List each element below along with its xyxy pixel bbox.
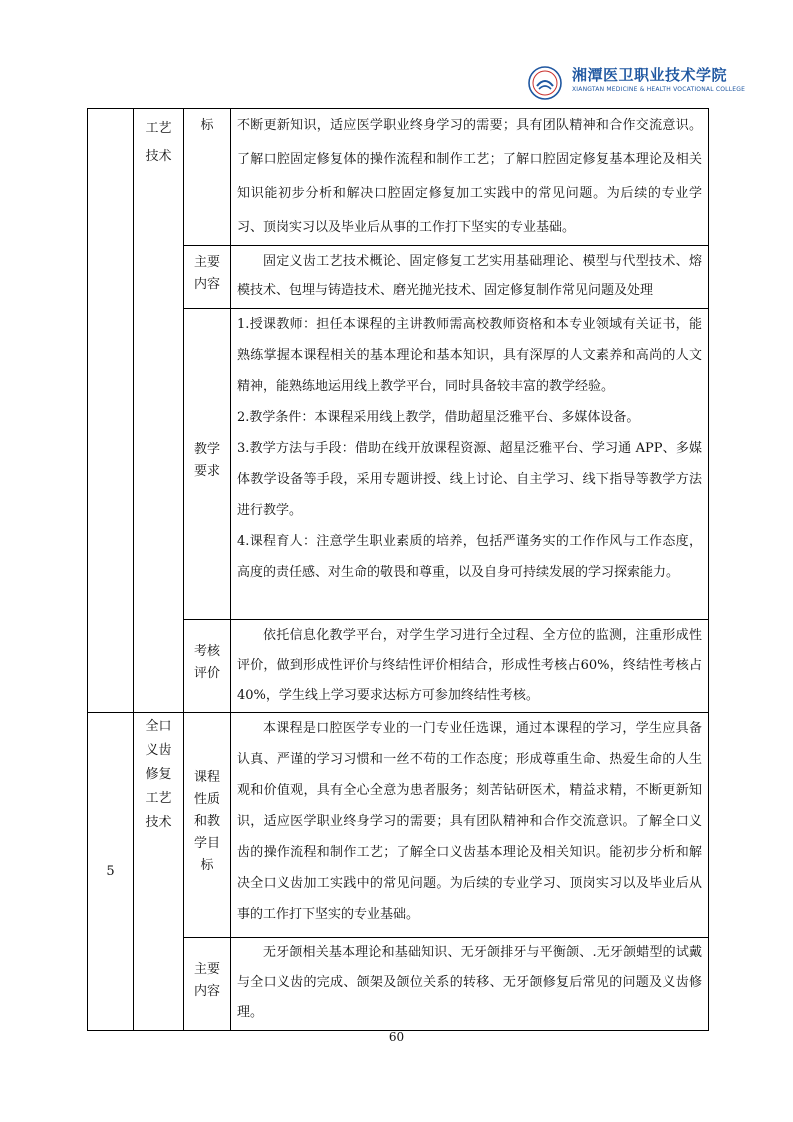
assess-text: 依托信息化教学平台，对学生学习进行全过程、全方位的监测，注重形成性评价，做到形成性评价与终结性评价相结合，形成性考核占60%，终结性考核占40%，学生线上学习要求达标方可参加终结性考核。 bbox=[237, 628, 702, 703]
content-text-cell bbox=[231, 246, 709, 309]
course-name-cell bbox=[134, 713, 184, 1031]
school-name-cn: 湘潭医卫职业技术学院 bbox=[572, 66, 728, 84]
content-text: 固定义齿工艺技术概论、固定修复工艺实用基础理论、模型与代型技术、熔模技术、包埋与铸造技术、磨光抛光技术、固定修复制作常见问题及处理 bbox=[237, 254, 702, 298]
goal-label: 课程性质和教学目标 bbox=[193, 770, 220, 873]
page-number: 60 bbox=[388, 1030, 405, 1044]
table-row bbox=[88, 109, 709, 246]
course-name-cell bbox=[134, 109, 184, 713]
teaching-label-cell bbox=[184, 309, 231, 620]
goal-label-cell bbox=[184, 109, 231, 246]
goal-label-cell bbox=[184, 713, 231, 938]
assess-label-cell bbox=[184, 620, 231, 713]
assess-label: 考核评价 bbox=[193, 644, 220, 681]
goal-label: 标 bbox=[200, 118, 214, 133]
content-text: 无牙颌相关基本理论和基础知识、无牙颌排牙与平衡颌、.无牙颌蜡型的试戴与全口义齿的完成、颌架及颌位关系的转移、无牙颌修复后常见的问题及义齿修理。 bbox=[237, 945, 702, 1020]
school-emblem-icon bbox=[528, 66, 562, 100]
school-name-en: XIANGTAN MEDICINE & HEALTH VOCATIONAL COLLEGE bbox=[572, 86, 746, 93]
content-label-cell bbox=[184, 246, 231, 309]
teaching-item: 4.课程育人：注意学生职业素质的培养，包括严谨务实的工作作风与工作态度，高度的责任感、对生命的敬畏和尊重，以及自身可持续发展的学习探索能力。 bbox=[237, 534, 702, 580]
course-number: 5 bbox=[106, 863, 115, 879]
teaching-label: 教学要求 bbox=[193, 442, 220, 479]
goal-text: 本课程是口腔医学专业的一门专业任选课，通过本课程的学习，学生应具备认真、严谨的学习习惯和一丝不苟的工作态度；形成尊重生命、热爱生命的人生观和价值观，具有全心全意为患者服务；刻苦钻研医术，精益求精，不断更新知识，适应医学职业终身学习的需要；具有团队精神和合作交流意识。了解全口义齿的操作流程和制作工艺；了解全口义齿基本理论及相关知识。能初步分析和解决全口义齿加工实践中的常见问题。为后续的专业学习、顶岗实习以及毕业后从事的工作打下坚实的专业基础。 bbox=[237, 721, 702, 922]
teaching-text-cell bbox=[231, 309, 709, 620]
teaching-item: 2.教学条件：本课程采用线上教学，借助超星泛雅平台、多媒体设备。 bbox=[237, 410, 640, 425]
content-label: 主要内容 bbox=[193, 962, 220, 999]
goal-text-cell bbox=[231, 109, 709, 246]
teaching-item: 1.授课教师：担任本课程的主讲教师需高校教师资格和本专业领域有关证书，能熟练掌握本课程相关的基本理论和基本知识，具有深厚的人文素养和高尚的人文精神，能熟练地运用线上教学平台，同时具备较丰富的教学经验。 bbox=[237, 317, 702, 394]
goal-text: 不断更新知识，适应医学职业终身学习的需要；具有团队精神和合作交流意识。了解口腔固定修复体的操作流程和制作工艺；了解口腔固定修复基本理论及相关知识能初步分析和解决口腔固定修复加工实践中的常见问题。为后续的专业学习、顶岗实习以及毕业后从事的工作打下坚实的专业基础。 bbox=[237, 118, 702, 235]
course-table bbox=[87, 108, 709, 1031]
teaching-item: 3.教学方法与手段：借助在线开放课程资源、超星泛雅平台、学习通 APP、多媒体教学设备等手段，采用专题讲授、线上讨论、自主学习、线下指导等教学方法进行教学。 bbox=[237, 441, 702, 518]
table-row bbox=[88, 713, 709, 938]
course-number-cell bbox=[88, 713, 134, 1031]
school-logo bbox=[522, 64, 752, 104]
assess-text-cell bbox=[231, 620, 709, 713]
course-number-cell bbox=[88, 109, 134, 713]
course-name: 全口义齿修复工艺技术 bbox=[145, 719, 172, 830]
course-name: 工艺技术 bbox=[145, 121, 172, 164]
content-text-cell bbox=[231, 938, 709, 1031]
goal-text-cell bbox=[231, 713, 709, 938]
content-label: 主要内容 bbox=[193, 255, 220, 292]
content-label-cell bbox=[184, 938, 231, 1031]
